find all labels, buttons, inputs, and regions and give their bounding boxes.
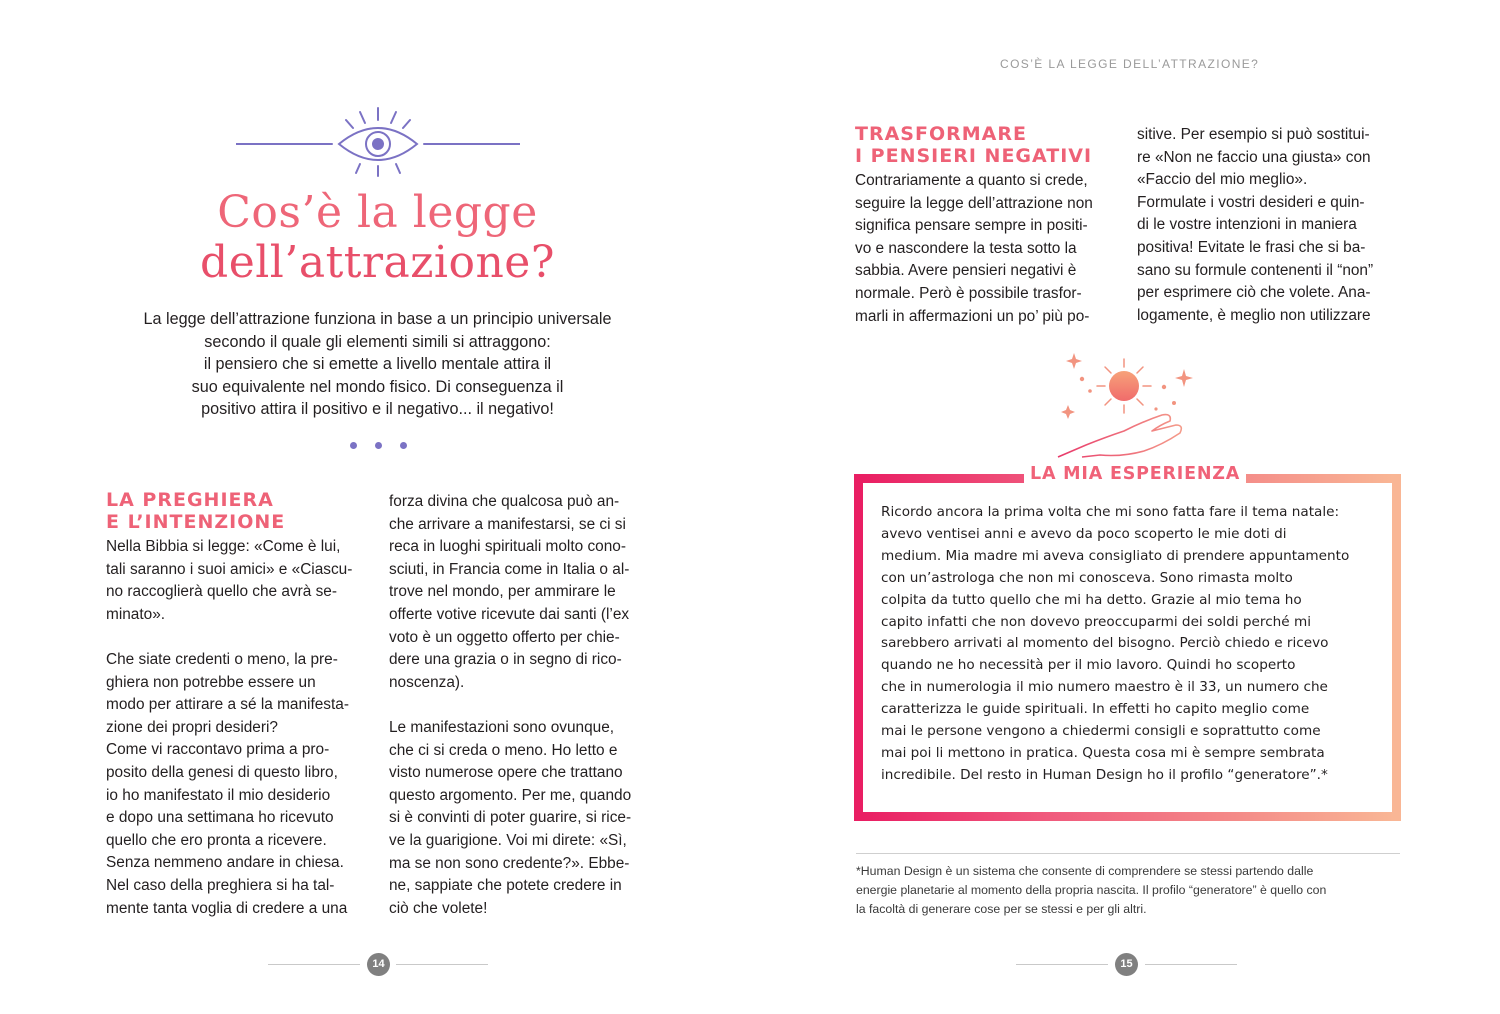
separator-dot [375, 442, 382, 449]
footnote-line: energie planetarie al momento della propria nascita. Il profilo “generatore” è quello con [856, 883, 1327, 897]
negative-column-1 [855, 170, 1117, 328]
paragraph-gap [389, 694, 653, 717]
text-line: Nella Bibbia si legge: «Come è lui, [106, 538, 341, 555]
text-line: Formulate i vostri desideri e quin- [1137, 193, 1365, 211]
intro-line: il pensiero che si emette a livello mentale attira il [203, 355, 552, 373]
text-line: trove nel mondo, per ammirare le [389, 583, 616, 601]
prayer-column-1 [106, 536, 370, 920]
text-line: ciò che volete! [389, 899, 488, 917]
text-line: quello che ero pronta a ricevere. [106, 831, 327, 849]
text-line: avevo ventisei anni e avevo da poco scoperto le mie doti di [881, 525, 1287, 542]
text-line: Contrariamente a quanto si crede, [855, 172, 1088, 189]
text-line: per esprimere ciò che volete. Ana- [1137, 284, 1371, 302]
text-line: sciuti, in Francia come in Italia o al- [389, 560, 630, 578]
text-line: e dopo una settimana ho ricevuto [106, 809, 334, 827]
text-line: «Faccio del mio meglio». [1137, 171, 1308, 189]
text-line: caratterizza le guide spirituali. In effetti ho capito meglio come [881, 701, 1310, 718]
title-line: dell’attrazione? [200, 237, 555, 288]
text-line: positiva! Evitate le frasi che si ba- [1137, 238, 1366, 256]
negative-column-2 [1137, 124, 1399, 327]
running-head: COS’È LA LEGGE DELL’ATTRAZIONE? [1000, 57, 1260, 71]
page-number-right: 15 [1115, 953, 1138, 976]
text-line: che arrivare a manifestarsi, se ci si [389, 515, 626, 533]
text-line: no raccoglierà quello che avrà se- [106, 583, 337, 601]
folio-line [268, 964, 360, 965]
intro-line: La legge dell’attrazione funziona in base a un principio universale [143, 310, 612, 328]
text-line: sarebbero arrivati al momento del bisogno. Perciò chiedo e ricevo [881, 635, 1329, 652]
experience-title: LA MIA ESPERIENZA [1024, 463, 1246, 485]
text-line: modo per attirare a sé la manifesta- [106, 696, 349, 714]
text-line: Le manifestazioni sono ovunque, [389, 718, 615, 736]
intro-paragraph [100, 308, 655, 421]
heading-line: TRASFORMARE [855, 123, 1027, 145]
text-line: significa pensare sempre in positi- [855, 217, 1088, 235]
text-line: mai le persone vengono a chiedermi consigli e soprattutto come [881, 723, 1321, 740]
text-line: tali saranno i suoi amici» e «Ciascu- [106, 560, 353, 578]
text-line: che in numerologia il mio numero maestro è il 33, un numero che [881, 679, 1328, 696]
text-line: colpita da tutto quello che mi ha detto. Grazie al mio tema ho [881, 591, 1302, 608]
text-line: reca in luoghi spirituali molto cono- [389, 538, 626, 556]
text-line: ne, sappiate che potete credere in [389, 877, 622, 895]
text-line: seguire la legge dell’attrazione non [855, 194, 1093, 212]
text-line: capito infatti che non dovevo preoccuparmi dei soldi perché mi [881, 613, 1312, 630]
intro-line: positivo attira il positivo e il negativo... il negativo! [201, 400, 554, 418]
page-title [140, 188, 615, 288]
experience-text [881, 502, 1381, 787]
text-line: voto è un oggetto offerto per chie- [389, 628, 620, 646]
text-line: sano su formule contenenti il “non” [1137, 261, 1374, 279]
eye-icon [236, 106, 520, 178]
folio-line [1016, 964, 1108, 965]
text-line: minato». [106, 605, 166, 623]
heading-line: E L’INTENZIONE [106, 511, 286, 533]
folio-line [1145, 964, 1237, 965]
separator-dot [350, 442, 357, 449]
text-line: marli in affermazioni un po’ più po- [855, 307, 1090, 325]
text-line: normale. Però è possibile trasfor- [855, 284, 1082, 302]
footnote-divider [856, 853, 1400, 854]
intro-line: suo equivalente nel mondo fisico. Di conseguenza il [191, 377, 564, 396]
text-line: posito della genesi di questo libro, [106, 763, 338, 781]
title-line: Cos’è la legge [217, 187, 538, 238]
text-line: sabbia. Avere pensieri negativi è [855, 262, 1077, 280]
text-line: Come vi raccontavo prima a pro- [106, 741, 330, 759]
text-line: noscenza). [389, 673, 465, 691]
text-line: sitive. Per esempio si può sostitui- [1137, 126, 1370, 143]
folio-line [396, 964, 488, 965]
text-line: Senza nemmeno andare in chiesa. [106, 854, 344, 872]
text-line: vo e nascondere la testa sotto la [855, 239, 1077, 257]
dot-separator [347, 440, 411, 452]
text-line: io ho manifestato il mio desiderio [106, 786, 331, 804]
intro-line: secondo il quale gli elementi simili si attraggono: [204, 332, 551, 351]
section-heading-prayer [106, 489, 285, 533]
separator-dot [400, 442, 407, 449]
text-line: Ricordo ancora la prima volta che mi sono fatta fare il tema natale: [881, 504, 1340, 520]
sun-hand-icon [1052, 349, 1202, 461]
text-line: si è convinti di poter guarire, si rice- [389, 809, 632, 827]
text-line: medium. Mia madre mi aveva consigliato di prendere appuntamento [881, 547, 1350, 564]
text-line: mente tanta voglia di credere a una [106, 899, 348, 917]
footnote-line: la facoltà di generare cose per se stessi e per gli altri. [856, 902, 1147, 916]
text-line: questo argomento. Per me, quando [389, 786, 632, 804]
text-line: ghiera non potrebbe essere un [106, 673, 316, 691]
text-line: Che siate credenti o meno, la pre- [106, 650, 338, 668]
heading-line: LA PREGHIERA [106, 489, 274, 511]
text-line: logamente, è meglio non utilizzare [1137, 306, 1371, 324]
text-line: offerte votive ricevute dai santi (l’ex [389, 605, 630, 623]
footnote [856, 862, 1404, 919]
text-line: che ci si creda o meno. Ho letto e [389, 741, 618, 759]
text-line: quando ne ho necessità per il mio lavoro. Quindi ho scoperto [881, 657, 1296, 674]
footnote-line: *Human Design è un sistema che consente di comprendere se stessi partendo dalle [856, 864, 1314, 878]
text-line: con un’astrologa che non mi conosceva. Sono rimasta molto [881, 569, 1293, 586]
text-line: Nel caso della preghiera si ha tal- [106, 876, 335, 894]
text-line: zione dei propri desideri? [106, 718, 278, 736]
text-line: ve la guarigione. Voi mi direte: «Sì, [389, 831, 627, 849]
text-line: dere una grazia o in segno di rico- [389, 651, 622, 669]
text-line: re «Non ne faccio una giusta» con [1137, 148, 1371, 166]
text-line: visto numerose opere che trattano [389, 764, 623, 782]
text-line: di le vostre intenzioni in maniera [1137, 216, 1357, 234]
paragraph-gap [106, 626, 370, 649]
text-line: incredibile. Del resto in Human Design ho il profilo “generatore”.* [881, 766, 1328, 783]
section-heading-negative-thoughts [855, 123, 1092, 167]
page-number-left: 14 [367, 953, 390, 976]
text-line: mai poi li mettono in pratica. Questa cosa mi è sempre sembrata [881, 744, 1325, 761]
text-line: forza divina che qualcosa può an- [389, 493, 620, 510]
heading-line: I PENSIERI NEGATIVI [855, 145, 1093, 167]
text-line: ma se non sono credente?». Ebbe- [389, 854, 630, 872]
prayer-column-2 [389, 491, 653, 920]
